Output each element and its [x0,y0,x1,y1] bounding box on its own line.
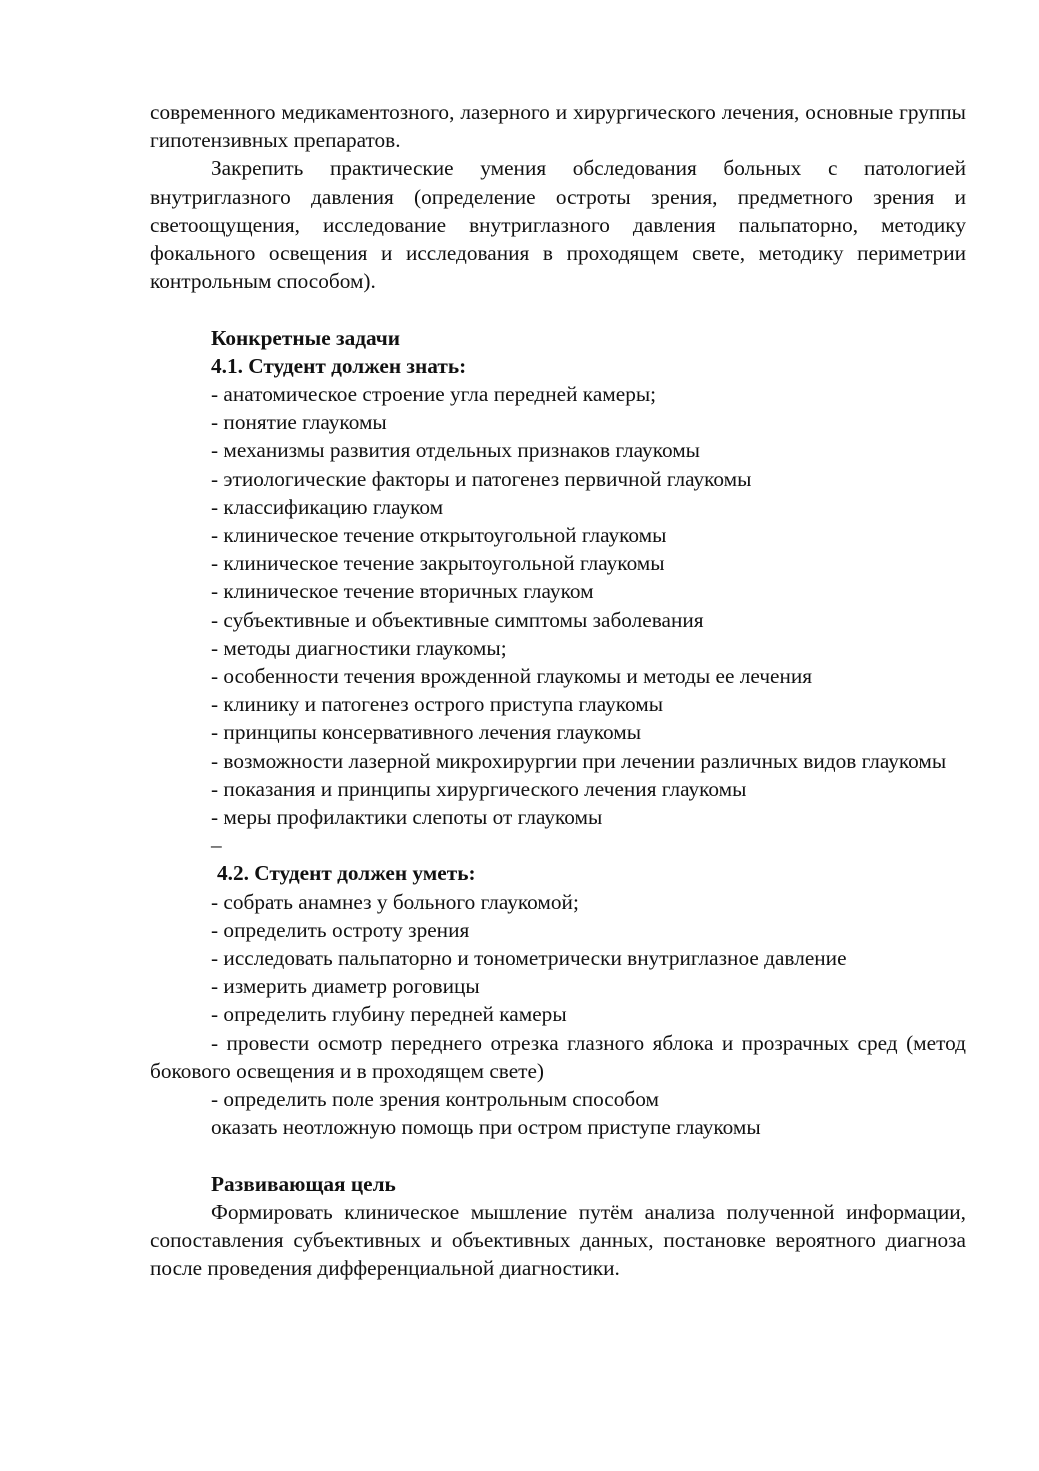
intro-practical-skills: Закрепить практические умения обследования больных с патологией внутриглазного давления (определение остроты зрения, предметного зрения и светоощущения, исследование внутриглазного давления пальпаторно, методику фокального освещения и исследования в проходящем свете, методику периметрии контрольным способом). [150,156,966,294]
developing-goal-text: Формировать клиническое мышление путём анализа полученной информации, сопоставления субъективных и объективных данных, постановке вероятного диагноза после проведения дифференциальной диагностики. [150,1199,966,1281]
list-item: - исследовать пальпаторно и тонометрически внутриглазное давление [211,946,847,971]
list-item: - методы диагностики глаукомы; [211,635,507,660]
list-item: - провести осмотр переднего отрезка глазного яблока и прозрачных сред (метод бокового освещения и в проходящем свете) [150,1030,966,1083]
list-item: - этиологические факторы и патогенез первичной глаукомы [211,466,752,491]
list-item: - измерить диаметр роговицы [211,974,480,999]
trailing-dash: – [211,833,222,858]
list-item: - клиническое течение закрытоугольной глаукомы [211,551,665,576]
list-item: - клинику и патогенез острого приступа глаукомы [211,692,664,717]
list-item: - определить остроту зрения [211,917,470,942]
blank-line [150,295,966,323]
list-item: - показания и принципы хирургического лечения глаукомы [211,776,747,801]
list-item: - меры профилактики слепоты от глаукомы [211,805,603,830]
document-page [150,98,966,1283]
list-item: - клиническое течение вторичных глауком [211,579,594,604]
intro-continuation: современного медикаментозного, лазерного и хирургического лечения, основные группы гипотензивных препаратов. [150,100,966,153]
list-item: - механизмы развития отдельных признаков глаукомы [211,438,700,463]
list-item: - определить глубину передней камеры [211,1002,567,1027]
list-item: - собрать анамнез у больного глаукомой; [211,889,579,914]
list-item: - классификацию глауком [211,494,444,519]
list-item: - особенности течения врожденной глаукомы и методы ее лечения [211,664,813,689]
list-item: оказать неотложную помощь при остром приступе глаукомы [211,1115,761,1140]
list-item: - клиническое течение открытоугольной глаукомы [211,523,667,548]
list-item: - принципы консервативного лечения глаукомы [211,720,642,745]
list-item: - анатомическое строение угла передней камеры; [211,382,657,407]
know-list [150,380,966,859]
list-item: - понятие глаукомы [211,410,387,435]
list-item: - возможности лазерной микрохирургии при лечении различных видов глаукомы [211,748,947,773]
list-item: - субъективные и объективные симптомы заболевания [211,607,704,632]
able-heading: 4.2. Студент должен уметь: [217,861,476,886]
list-item: - определить поле зрения контрольным способом [211,1087,659,1112]
developing-goal-title: Развивающая цель [211,1171,396,1196]
specific-tasks-title: Конкретные задачи [211,325,401,350]
know-heading: 4.1. Студент должен знать: [211,353,467,378]
able-list [150,888,966,1142]
blank-line [150,1142,966,1170]
